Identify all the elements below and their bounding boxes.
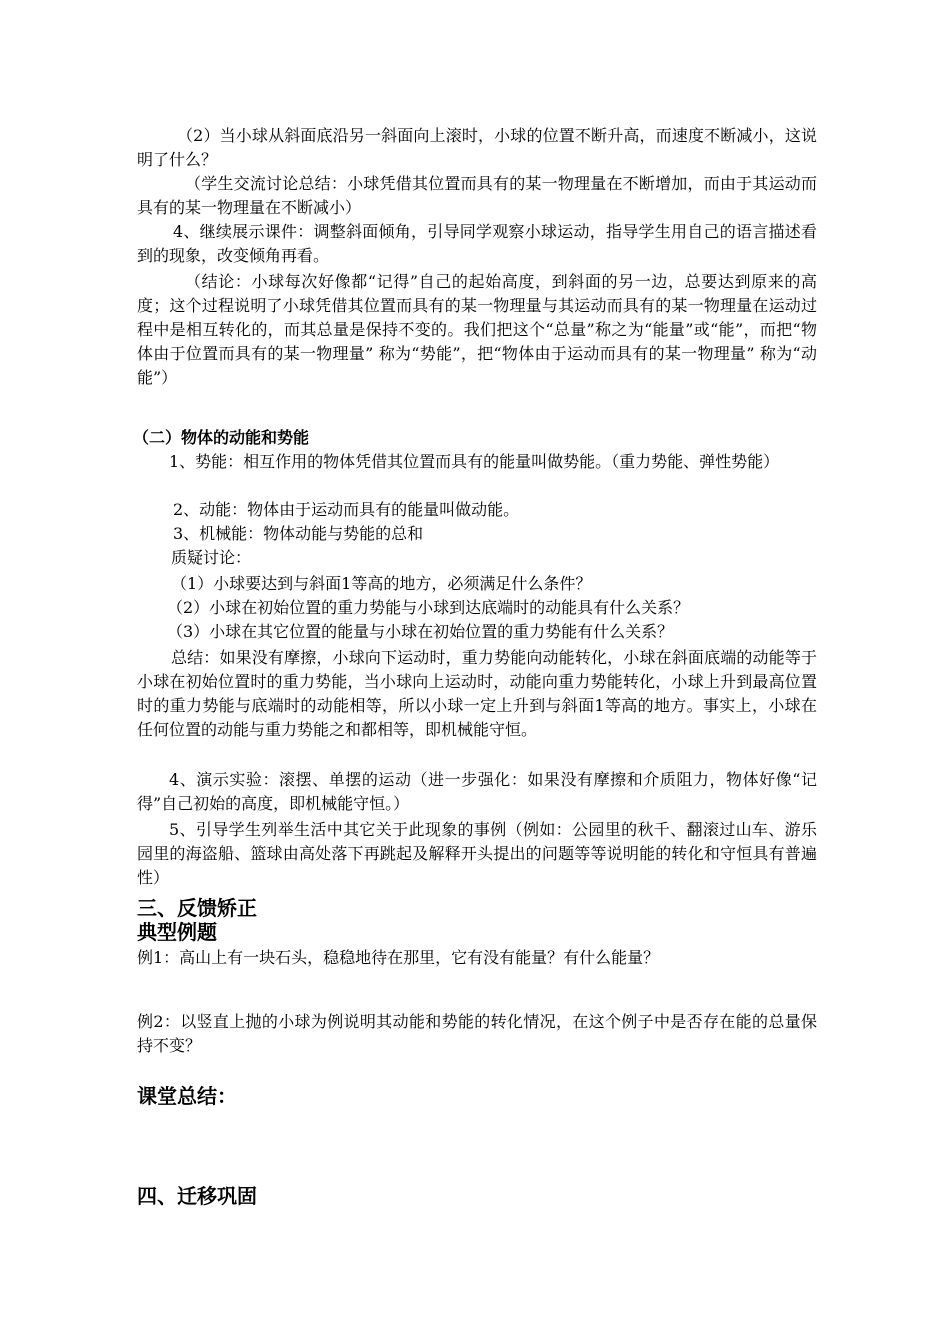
paragraph-mechanical-energy: 3、机械能：物体动能与势能的总和	[173, 524, 424, 543]
section-heading-kinetic-potential: （二）物体的动能和势能	[133, 428, 310, 447]
example-2: 例2：以竖直上抛的小球为例说明其动能和势能的转化情况，在这个例子中是否存在能的总量保持不变？	[137, 1012, 817, 1055]
section-heading-feedback: 三、反馈矫正	[137, 896, 257, 920]
paragraph-step-4: 4、继续展示课件：调整斜面倾角，引导同学观察小球运动，指导学生用自己的语言描述看到的现象，改变倾角再看。	[137, 222, 817, 265]
paragraph-conclusion: （结论：小球每次好像都“记得”自己的起始高度，到斜面的另一边，总要达到原来的高度；这个过程说明了小球凭借其位置而具有的某一物理量与其运动而具有的某一物理量在运动过程中是相互转化的，而其总量是保持不变的。我们把这个“总量”称之为“能量”或“能”，而把“物体由于位置而具有的某一物理量” 称为“势能”，把“物体由于运动而具有的某一物理量” 称为“动能”）	[137, 272, 817, 387]
discussion-question-3: （3）小球在其它位置的能量与小球在初始位置的重力势能有什么关系？	[167, 622, 674, 641]
section-heading-typical-examples: 典型例题	[137, 920, 217, 944]
section-heading-class-summary: 课堂总结：	[137, 1084, 237, 1108]
paragraph-discussion-label: 质疑讨论：	[171, 548, 252, 567]
paragraph-life-examples: 5、引导学生列举生活中其它关于此现象的事例（例如：公园里的秋千、翻滚过山车、游乐园里的海盗船、篮球由高处落下再跳起及解释开头提出的问题等等说明能的转化和守恒具有普遍性）	[137, 820, 817, 887]
section-heading-transfer-consolidation: 四、迁移巩固	[137, 1184, 257, 1208]
paragraph-potential-energy: 1、势能：相互作用的物体凭借其位置而具有的能量叫做势能。（重力势能、弹性势能）	[169, 452, 780, 471]
discussion-question-1: （1）小球要达到与斜面1等高的地方，必须满足什么条件？	[171, 574, 592, 593]
paragraph-question-2: （2）当小球从斜面底沿另一斜面向上滚时，小球的位置不断升高，而速度不断减小，这说明了什么？	[137, 126, 817, 169]
paragraph-kinetic-energy: 2、动能：物体由于运动而具有的能量叫做动能。	[173, 500, 520, 519]
paragraph-summary: 总结：如果没有摩擦，小球向下运动时，重力势能向动能转化，小球在斜面底端的动能等于小球在初始位置时的重力势能，当小球向上运动时，动能向重力势能转化，小球上升到最高位置时的重力势能与底端时的动能相等，所以小球一定上升到与斜面1等高的地方。事实上，小球在任何位置的动能与重力势能之和都相等，即机械能守恒。	[137, 648, 817, 739]
paragraph-student-summary: （学生交流讨论总结：小球凭借其位置而具有的某一物理量在不断增加，而由于其运动而具有的某一物理量在不断减小）	[137, 174, 817, 217]
paragraph-demo-experiment: 4、演示实验：滚摆、单摆的运动（进一步强化：如果没有摩擦和介质阻力，物体好像“记得”自己初始的高度，即机械能守恒。）	[137, 770, 817, 813]
discussion-question-2: （2）小球在初始位置的重力势能与小球到达底端时的动能具有什么关系？	[167, 598, 690, 617]
example-1: 例1：高山上有一块石头，稳稳地待在那里，它有没有能量？有什么能量？	[137, 948, 660, 967]
